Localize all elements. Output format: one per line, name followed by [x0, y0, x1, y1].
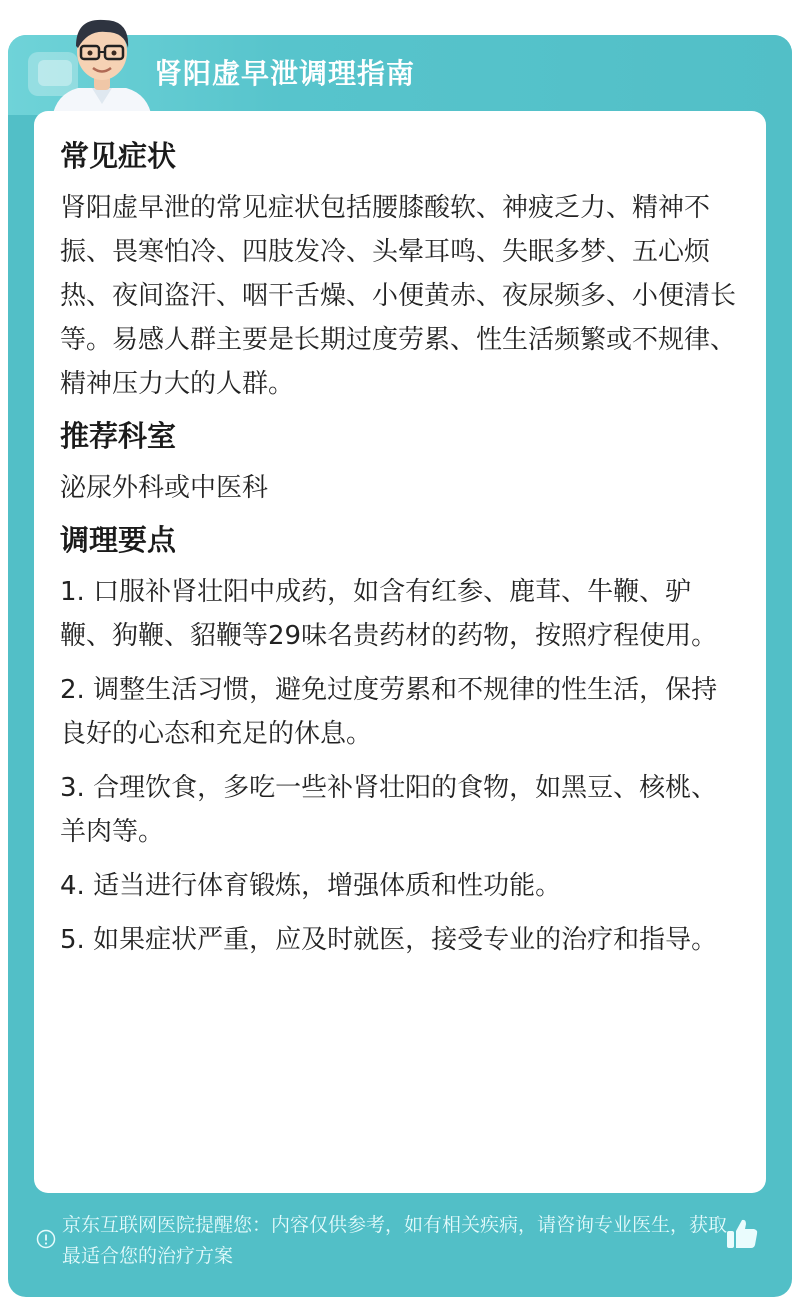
care-item: 5. 如果症状严重，应及时就医，接受专业的治疗和指导。 — [60, 925, 718, 955]
doctor-avatar-icon — [48, 8, 156, 118]
care-item: 1. 口服补肾壮阳中成药，如含有红参、鹿茸、牛鞭、驴鞭、狗鞭、貂鞭等29味名贵药材的药物，按照疗程使用。 — [60, 577, 718, 651]
care-heading: 调理要点 — [60, 523, 177, 557]
page-title: 肾阳虚早泄调理指南 — [154, 57, 416, 90]
care-item: 4. 适当进行体育锻炼，增强体质和性功能。 — [60, 871, 562, 901]
department-heading: 推荐科室 — [60, 419, 177, 453]
care-item: 2. 调整生活习惯，避免过度劳累和不规律的性生活，保持良好的心态和充足的休息。 — [60, 675, 718, 749]
symptoms-heading: 常见症状 — [60, 139, 177, 173]
symptoms-text: 肾阳虚早泄的常见症状包括腰膝酸软、神疲乏力、精神不振、畏寒怕冷、四肢发冷、头晕耳鸣、失眠多梦、五心烦热、夜间盗汗、咽干舌燥、小便黄赤、夜尿频多、小便清长等。易感人群主要是长期过度劳累、性生活频繁或不规律、精神压力大的人群。 — [60, 193, 737, 399]
disclaimer-text: 京东互联网医院提醒您：内容仅供参考，如有相关疾病，请咨询专业医生，获取最适合您的治疗方案 — [62, 1214, 728, 1267]
info-icon — [36, 1229, 56, 1249]
care-item: 3. 合理饮食，多吃一些补肾壮阳的食物，如黑豆、核桃、羊肉等。 — [60, 773, 718, 847]
thumbs-up-icon[interactable] — [724, 1216, 760, 1252]
content-area — [60, 130, 740, 972]
department-text: 泌尿外科或中医科 — [60, 473, 269, 503]
